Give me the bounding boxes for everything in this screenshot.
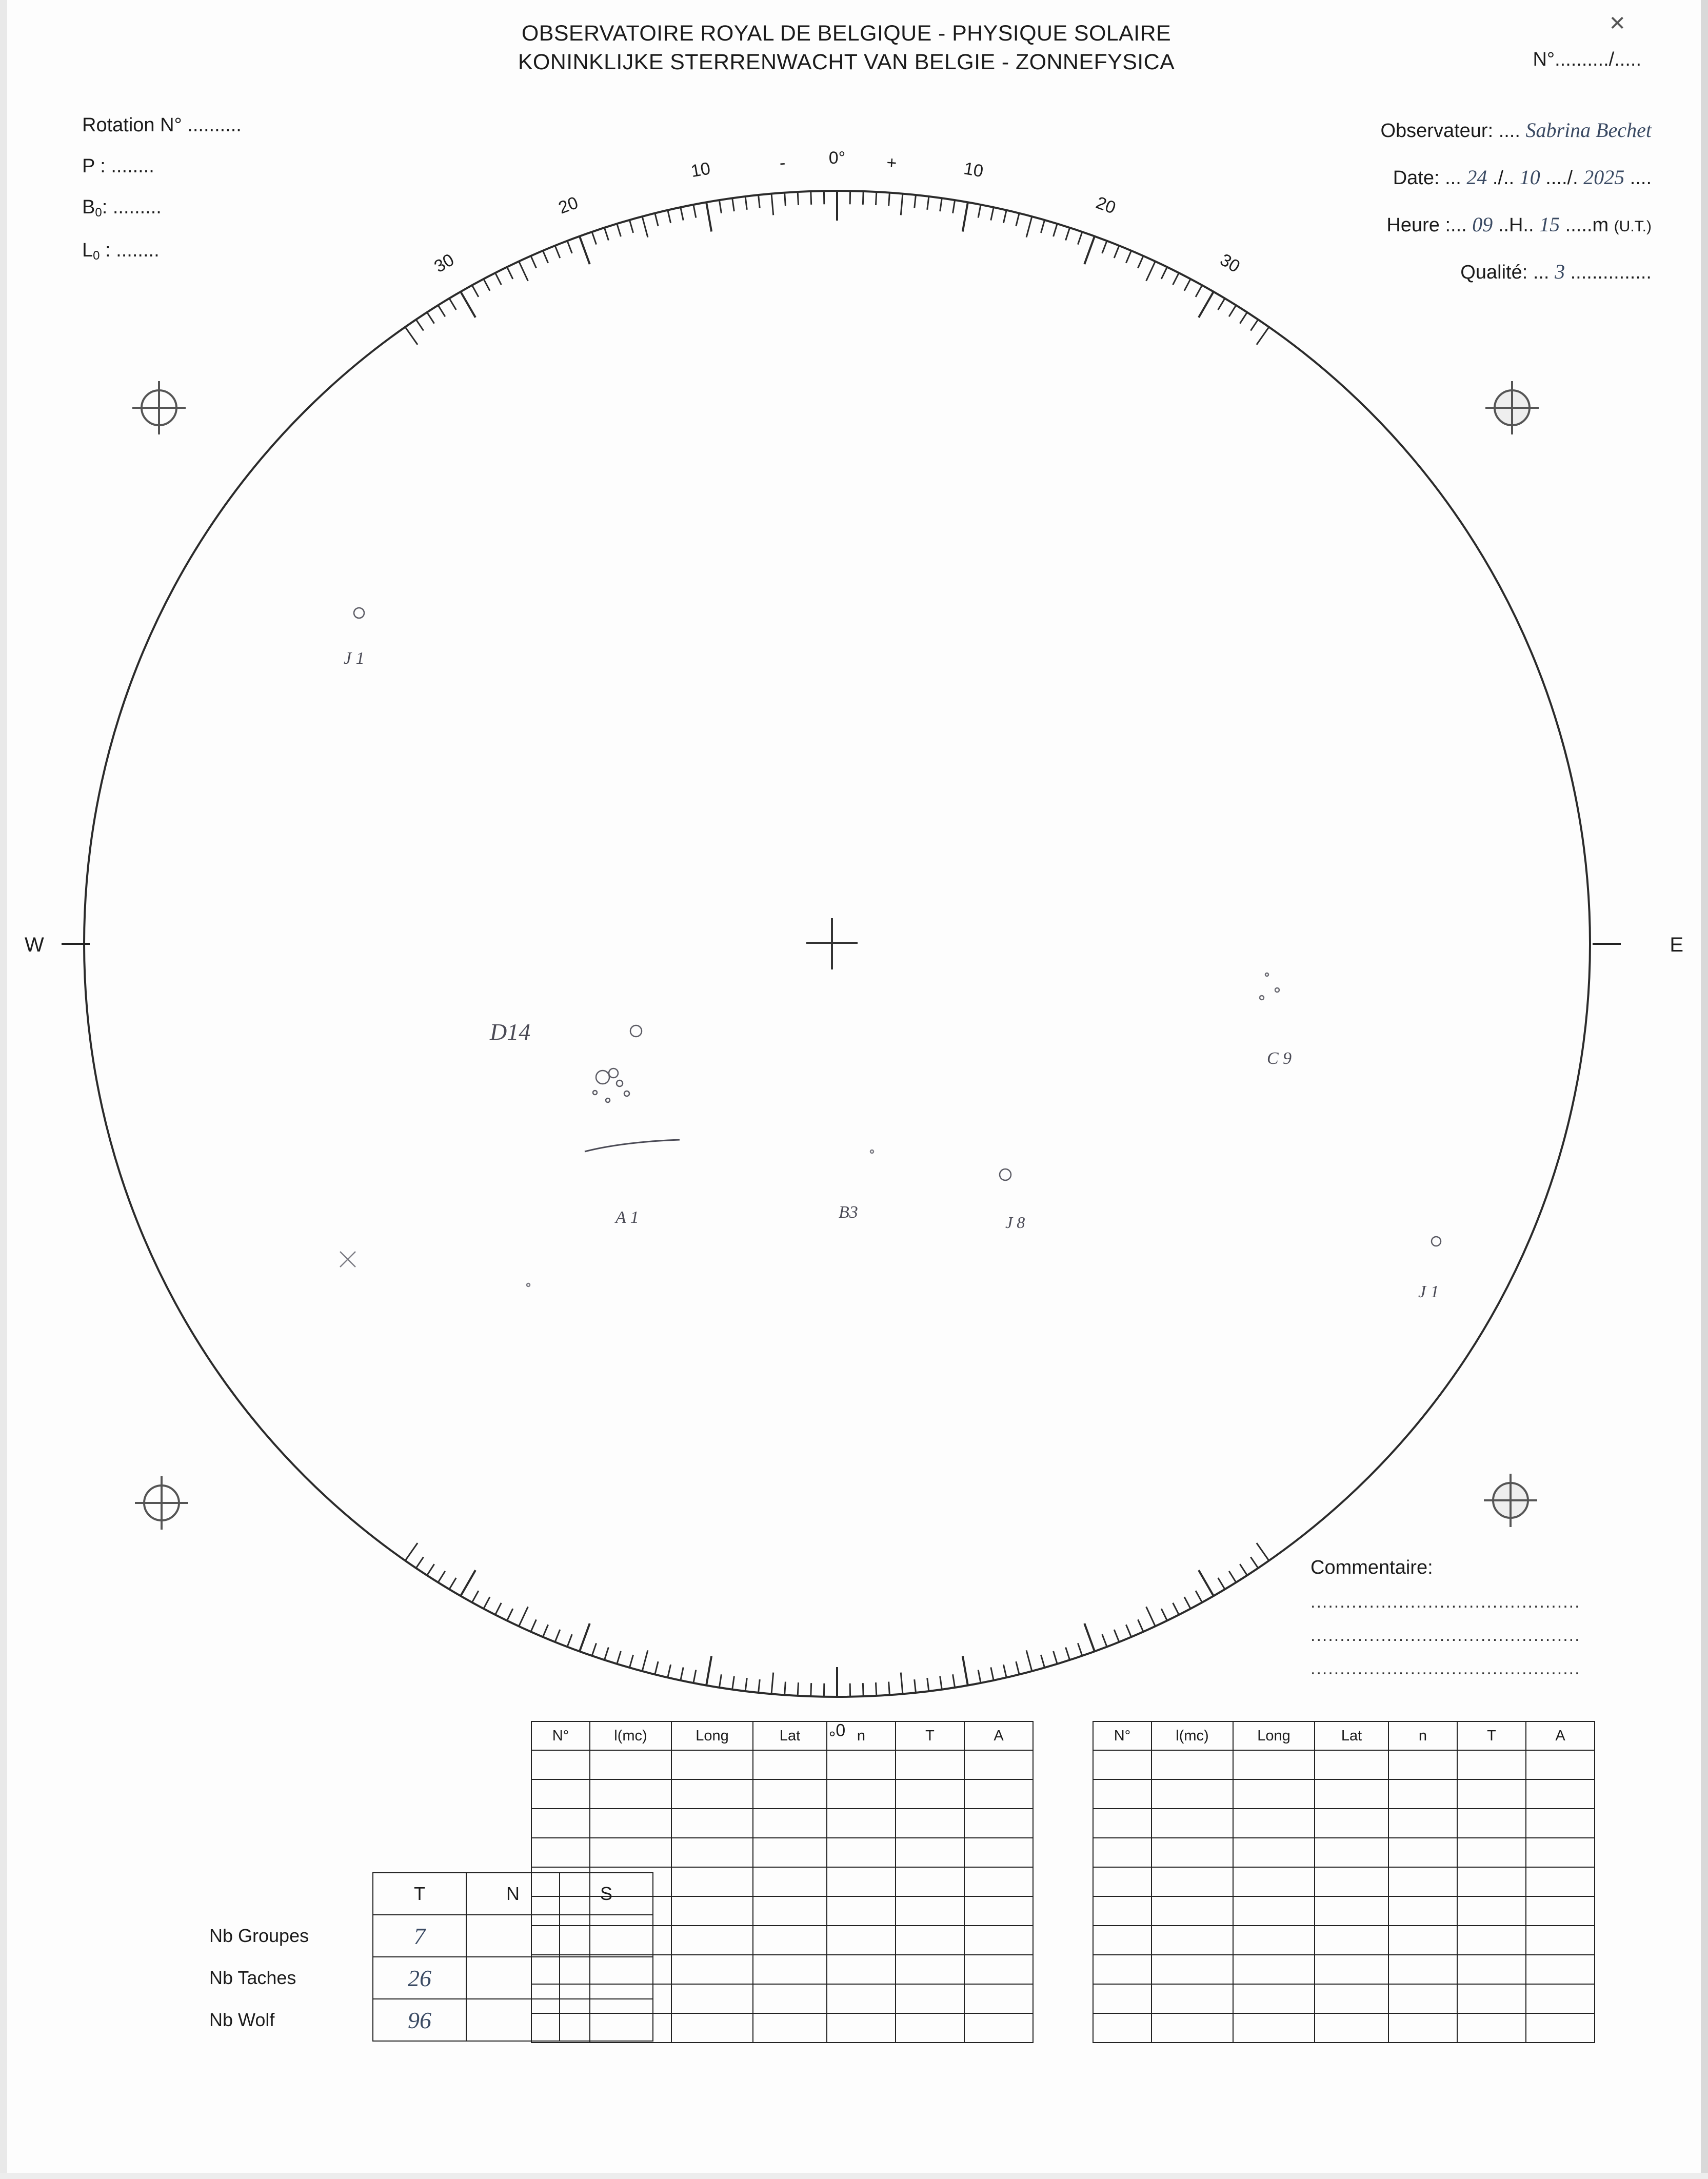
table-cell[interactable] xyxy=(827,1867,896,1896)
table-cell[interactable] xyxy=(1151,1926,1233,1955)
table-cell[interactable] xyxy=(964,2013,1033,2043)
table-cell[interactable] xyxy=(896,1838,964,1867)
commentaire-label: Commentaire: xyxy=(1310,1557,1433,1578)
svg-text:20: 20 xyxy=(555,193,581,218)
count-cell-t[interactable] xyxy=(373,1915,466,1957)
table-cell[interactable] xyxy=(753,1809,827,1838)
table-cell[interactable] xyxy=(1457,1838,1526,1867)
table-row[interactable] xyxy=(1093,1926,1595,1955)
commentaire-line-1[interactable]: .............................................. xyxy=(1310,1592,1581,1612)
commentaire-line-2[interactable]: .............................................. xyxy=(1310,1626,1581,1645)
table-cell[interactable] xyxy=(671,2013,753,2043)
table-cell[interactable] xyxy=(1457,1984,1526,2013)
table-cell[interactable] xyxy=(1526,1750,1595,1779)
table-cell[interactable] xyxy=(590,1838,671,1867)
observateur-label: Observateur: .... xyxy=(1380,120,1520,142)
count-cell-t[interactable] xyxy=(373,1999,466,2041)
table-cell[interactable] xyxy=(896,1955,964,1984)
annotation-j8: J 8 xyxy=(1005,1213,1025,1232)
count-row-label: Nb Groupes xyxy=(209,1925,309,1946)
table-cell[interactable] xyxy=(1388,1896,1457,1926)
table-cell[interactable] xyxy=(1233,1984,1315,2013)
col-header-lat: Lat xyxy=(753,1721,827,1750)
count-col-header-n: N xyxy=(466,1873,560,1915)
table-cell[interactable] xyxy=(827,1750,896,1779)
table-cell[interactable] xyxy=(1151,1867,1233,1896)
table-cell[interactable] xyxy=(896,1984,964,2013)
table-cell[interactable] xyxy=(896,1809,964,1838)
table-cell[interactable] xyxy=(827,1809,896,1838)
table-cell[interactable] xyxy=(1388,1867,1457,1896)
table-cell[interactable] xyxy=(531,1809,590,1838)
table-cell[interactable] xyxy=(1526,1955,1595,1984)
col-header-no: N° xyxy=(1093,1721,1151,1750)
table-cell[interactable] xyxy=(964,1926,1033,1955)
table-cell[interactable] xyxy=(1388,1838,1457,1867)
table-cell[interactable] xyxy=(1457,1867,1526,1896)
table-cell[interactable] xyxy=(531,1779,590,1809)
count-row-label: Nb Wolf xyxy=(209,2009,275,2030)
date-month: 10 xyxy=(1519,166,1540,189)
svg-text:20: 20 xyxy=(1093,193,1119,218)
table-cell[interactable] xyxy=(964,1896,1033,1926)
table-cell[interactable] xyxy=(671,1779,753,1809)
table-cell[interactable] xyxy=(753,1896,827,1926)
table-cell[interactable] xyxy=(1526,1867,1595,1896)
table-row[interactable] xyxy=(531,1750,1033,1779)
sunspot-j1-south xyxy=(1432,1237,1441,1246)
scan-edge-bottom xyxy=(0,2173,1708,2179)
table-cell[interactable] xyxy=(1388,1955,1457,1984)
observateur-value: Sabrina Bechet xyxy=(1525,118,1652,142)
table-row[interactable] xyxy=(1093,2013,1595,2043)
table-header-row xyxy=(531,1721,1033,1750)
table-row[interactable] xyxy=(1093,1984,1595,2013)
param-l0-label: L xyxy=(82,240,93,261)
table-cell[interactable] xyxy=(1315,1926,1388,1955)
table-cell[interactable] xyxy=(753,1955,827,1984)
table-cell[interactable] xyxy=(671,1984,753,2013)
title-french: OBSERVATOIRE ROYAL DE BELGIQUE - PHYSIQUE SOLAIRE xyxy=(521,21,1171,46)
param-rotation[interactable]: Rotation N° .......... xyxy=(82,114,242,136)
table-cell[interactable] xyxy=(753,1984,827,2013)
param-l0-sub: 0 xyxy=(93,249,100,263)
date-tail: .... xyxy=(1630,167,1652,189)
table-cell[interactable] xyxy=(896,1750,964,1779)
table-cell[interactable] xyxy=(671,1955,753,1984)
table-cell[interactable] xyxy=(827,1779,896,1809)
title-dutch: KONINKLIJKE STERRENWACHT VAN BELGIE - ZONNEFYSICA xyxy=(518,49,1175,74)
count-cell-n[interactable] xyxy=(466,1915,560,1957)
sunspot-sketches xyxy=(340,608,1441,1286)
table-cell[interactable] xyxy=(1233,1896,1315,1926)
table-cell[interactable] xyxy=(1388,1779,1457,1809)
table-cell[interactable] xyxy=(1233,1867,1315,1896)
annotation-j1-south: J 1 xyxy=(1418,1282,1439,1301)
disc-center-cross xyxy=(806,918,858,969)
heure-label: Heure :... xyxy=(1386,214,1467,236)
table-cell[interactable] xyxy=(753,1779,827,1809)
count-row xyxy=(200,1957,653,1999)
table-cell[interactable] xyxy=(827,1838,896,1867)
table-cell[interactable] xyxy=(1526,1896,1595,1926)
table-cell[interactable] xyxy=(1233,1955,1315,1984)
table-cell[interactable] xyxy=(1315,1955,1388,1984)
table-cell[interactable] xyxy=(753,2013,827,2043)
svg-text:-: - xyxy=(779,153,786,173)
date-day: 24 xyxy=(1466,166,1487,189)
count-col-header-t: T xyxy=(373,1873,466,1915)
param-b0-sub: 0 xyxy=(95,206,102,220)
table-cell[interactable] xyxy=(1151,1838,1233,1867)
table-cell[interactable] xyxy=(964,1750,1033,1779)
svg-text:10: 10 xyxy=(962,159,985,182)
sunspot-small-a xyxy=(630,1025,642,1037)
table-cell[interactable] xyxy=(1093,1779,1151,1809)
table-cell[interactable] xyxy=(1093,1750,1151,1779)
table-cell[interactable] xyxy=(671,1750,753,1779)
table-cell[interactable] xyxy=(1388,1809,1457,1838)
col-header-long: Long xyxy=(671,1721,753,1750)
table-cell[interactable] xyxy=(1151,2013,1233,2043)
table-cell[interactable] xyxy=(753,1867,827,1896)
table-cell[interactable] xyxy=(1233,1809,1315,1838)
svg-text:+: + xyxy=(886,153,898,173)
table-cell[interactable] xyxy=(1233,1750,1315,1779)
table-cell[interactable] xyxy=(671,1809,753,1838)
heure-unit: (U.T.) xyxy=(1614,218,1652,235)
table-cell[interactable] xyxy=(1233,2013,1315,2043)
table-cell[interactable] xyxy=(827,1955,896,1984)
count-cell-s[interactable] xyxy=(560,1999,653,2041)
annotation-d14: D14 xyxy=(490,1019,531,1045)
table-cell[interactable] xyxy=(964,1809,1033,1838)
count-cell-n[interactable] xyxy=(466,1999,560,2041)
table-cell[interactable] xyxy=(1233,1838,1315,1867)
heure-minutes: 15 xyxy=(1539,213,1560,236)
svg-text:30: 30 xyxy=(431,250,458,277)
table-cell[interactable] xyxy=(1315,1867,1388,1896)
table-cell[interactable] xyxy=(1388,1984,1457,2013)
annotation-j1-north: J 1 xyxy=(344,649,365,668)
col-header-t: T xyxy=(1457,1721,1526,1750)
table-row[interactable] xyxy=(531,1809,1033,1838)
col-header-a: A xyxy=(1526,1721,1595,1750)
table-cell[interactable] xyxy=(1315,1984,1388,2013)
count-row xyxy=(200,1915,653,1957)
table-cell[interactable] xyxy=(1457,1779,1526,1809)
table-cell[interactable] xyxy=(590,1779,671,1809)
spot-table-right[interactable] xyxy=(1093,1721,1595,2043)
table-cell[interactable] xyxy=(1093,1896,1151,1926)
table-cell[interactable] xyxy=(671,1867,753,1896)
table-cell[interactable] xyxy=(896,1779,964,1809)
count-value: 96 xyxy=(408,2007,431,2033)
table-row[interactable] xyxy=(531,1779,1033,1809)
count-row xyxy=(200,1999,653,2041)
compass-west-label: W xyxy=(25,934,44,956)
svg-text:10: 10 xyxy=(689,159,712,182)
table-row[interactable] xyxy=(1093,1809,1595,1838)
count-cell-n[interactable] xyxy=(466,1957,560,1999)
count-header-row xyxy=(200,1873,653,1915)
sunspot-marks-misc xyxy=(340,1150,873,1286)
table-cell[interactable] xyxy=(1315,1779,1388,1809)
table-cell[interactable] xyxy=(1151,1779,1233,1809)
commentaire-block xyxy=(1310,1557,1649,1679)
table-cell[interactable] xyxy=(671,1896,753,1926)
table-cell[interactable] xyxy=(1151,1955,1233,1984)
table-cell[interactable] xyxy=(1315,1896,1388,1926)
table-cell[interactable] xyxy=(896,2013,964,2043)
sunspot-group-a1 xyxy=(593,1068,629,1102)
col-header-long: Long xyxy=(1233,1721,1315,1750)
table-cell[interactable] xyxy=(1093,1926,1151,1955)
table-cell[interactable] xyxy=(753,1838,827,1867)
count-cell-s[interactable] xyxy=(560,1957,653,1999)
sunspot-j1-north xyxy=(354,608,364,618)
table-cell[interactable] xyxy=(964,1955,1033,1984)
col-header-no: N° xyxy=(531,1721,590,1750)
table-row[interactable] xyxy=(1093,1896,1595,1926)
date-sep-1: ./.. xyxy=(1492,167,1515,189)
table-row[interactable] xyxy=(1093,1750,1595,1779)
table-cell[interactable] xyxy=(1526,2013,1595,2043)
annotation-a1: A 1 xyxy=(615,1208,639,1227)
table-cell[interactable] xyxy=(1093,1809,1151,1838)
table-cell[interactable] xyxy=(964,1779,1033,1809)
table-row[interactable] xyxy=(1093,1779,1595,1809)
table-cell[interactable] xyxy=(1151,1984,1233,2013)
table-cell[interactable] xyxy=(1457,2013,1526,2043)
table-cell[interactable] xyxy=(1457,1809,1526,1838)
table-cell[interactable] xyxy=(1151,1809,1233,1838)
table-cell[interactable] xyxy=(1315,1838,1388,1867)
compass-east-label: E xyxy=(1670,934,1683,956)
reference-number-field[interactable]: N°........../..... xyxy=(1533,49,1641,70)
table-cell[interactable] xyxy=(1315,1750,1388,1779)
table-cell[interactable] xyxy=(1151,1750,1233,1779)
col-header-a: A xyxy=(964,1721,1033,1750)
table-cell[interactable] xyxy=(1233,1926,1315,1955)
count-value: 7 xyxy=(413,1923,426,1949)
table-cell[interactable] xyxy=(671,1926,753,1955)
table-cell[interactable] xyxy=(964,1984,1033,2013)
table-cell[interactable] xyxy=(1233,1779,1315,1809)
table-cell[interactable] xyxy=(964,1838,1033,1867)
commentaire-line-3[interactable]: .............................................. xyxy=(1310,1659,1581,1678)
svg-text:30: 30 xyxy=(1217,250,1243,277)
table-cell[interactable] xyxy=(1526,1779,1595,1809)
col-header-n: n xyxy=(827,1721,896,1750)
table-cell[interactable] xyxy=(1093,1984,1151,2013)
table-cell[interactable] xyxy=(1151,1896,1233,1926)
table-cell[interactable] xyxy=(590,1809,671,1838)
table-cell[interactable] xyxy=(827,1896,896,1926)
count-corner-cell xyxy=(200,1873,373,1915)
col-header-imc: l(mc) xyxy=(1151,1721,1233,1750)
qualite-tail: ............... xyxy=(1570,262,1652,283)
count-col-header-s: S xyxy=(560,1873,653,1915)
annotation-b3: B3 xyxy=(839,1203,858,1222)
table-cell[interactable] xyxy=(531,1838,590,1867)
date-sep-2: ..../. xyxy=(1545,167,1578,189)
sunspot-j8 xyxy=(1000,1169,1011,1180)
table-cell[interactable] xyxy=(1315,2013,1388,2043)
heure-tail: .....m xyxy=(1565,214,1609,236)
table-cell[interactable] xyxy=(671,1838,753,1867)
date-year: 2025 xyxy=(1583,166,1625,189)
table-cell[interactable] xyxy=(1526,1926,1595,1955)
table-cell[interactable] xyxy=(1388,1926,1457,1955)
param-b0-rest: : ......... xyxy=(102,196,162,218)
param-p[interactable]: P : ........ xyxy=(82,155,154,177)
table-header-row xyxy=(1093,1721,1595,1750)
qualite-value: 3 xyxy=(1555,260,1565,283)
param-b0-label: B xyxy=(82,196,95,218)
table-cell[interactable] xyxy=(1093,1838,1151,1867)
count-cell-s[interactable] xyxy=(560,1915,653,1957)
heure-hours: 09 xyxy=(1472,213,1493,236)
table-row[interactable] xyxy=(1093,1955,1595,1984)
table-cell[interactable] xyxy=(896,1867,964,1896)
svg-text:0°: 0° xyxy=(828,1720,846,1740)
table-row[interactable] xyxy=(1093,1867,1595,1896)
sunspot-streak xyxy=(585,1140,680,1152)
table-cell[interactable] xyxy=(1457,1896,1526,1926)
count-value: 26 xyxy=(408,1965,431,1991)
col-header-lat: Lat xyxy=(1315,1721,1388,1750)
table-cell[interactable] xyxy=(753,1926,827,1955)
table-cell[interactable] xyxy=(1315,1809,1388,1838)
table-row[interactable] xyxy=(531,1838,1033,1867)
count-summary-table[interactable] xyxy=(200,1872,653,2042)
table-cell[interactable] xyxy=(1526,1984,1595,2013)
table-cell[interactable] xyxy=(1093,1867,1151,1896)
svg-text:0°: 0° xyxy=(828,148,846,168)
table-cell[interactable] xyxy=(1526,1838,1595,1867)
heure-hsep: ..H.. xyxy=(1498,214,1534,236)
sunspot-group-c9 xyxy=(1260,973,1279,1000)
table-cell[interactable] xyxy=(1388,1750,1457,1779)
table-cell[interactable] xyxy=(1093,1955,1151,1984)
table-cell[interactable] xyxy=(1457,1955,1526,1984)
table-cell[interactable] xyxy=(590,1750,671,1779)
table-cell[interactable] xyxy=(827,1984,896,2013)
col-header-n: n xyxy=(1388,1721,1457,1750)
qualite-label: Qualité: ... xyxy=(1460,262,1550,283)
corner-cross-mark: ✕ xyxy=(1608,12,1626,35)
annotation-c9: C 9 xyxy=(1267,1049,1292,1068)
count-row-label: Nb Taches xyxy=(209,1967,296,1988)
table-cell[interactable] xyxy=(896,1896,964,1926)
table-cell[interactable] xyxy=(1093,2013,1151,2043)
col-header-imc: l(mc) xyxy=(590,1721,671,1750)
param-l0-rest: : ........ xyxy=(100,240,160,261)
table-row[interactable] xyxy=(1093,1838,1595,1867)
table-cell[interactable] xyxy=(827,1926,896,1955)
table-cell[interactable] xyxy=(1457,1750,1526,1779)
table-cell[interactable] xyxy=(753,1750,827,1779)
col-header-t: T xyxy=(896,1721,964,1750)
table-cell[interactable] xyxy=(827,2013,896,2043)
table-cell[interactable] xyxy=(531,1750,590,1779)
date-label: Date: ... xyxy=(1393,167,1461,189)
table-cell[interactable] xyxy=(1388,2013,1457,2043)
count-cell-t[interactable] xyxy=(373,1957,466,1999)
table-cell[interactable] xyxy=(1457,1926,1526,1955)
table-cell[interactable] xyxy=(964,1867,1033,1896)
table-cell[interactable] xyxy=(1526,1809,1595,1838)
table-cell[interactable] xyxy=(896,1926,964,1955)
registration-marks xyxy=(132,381,1539,1530)
